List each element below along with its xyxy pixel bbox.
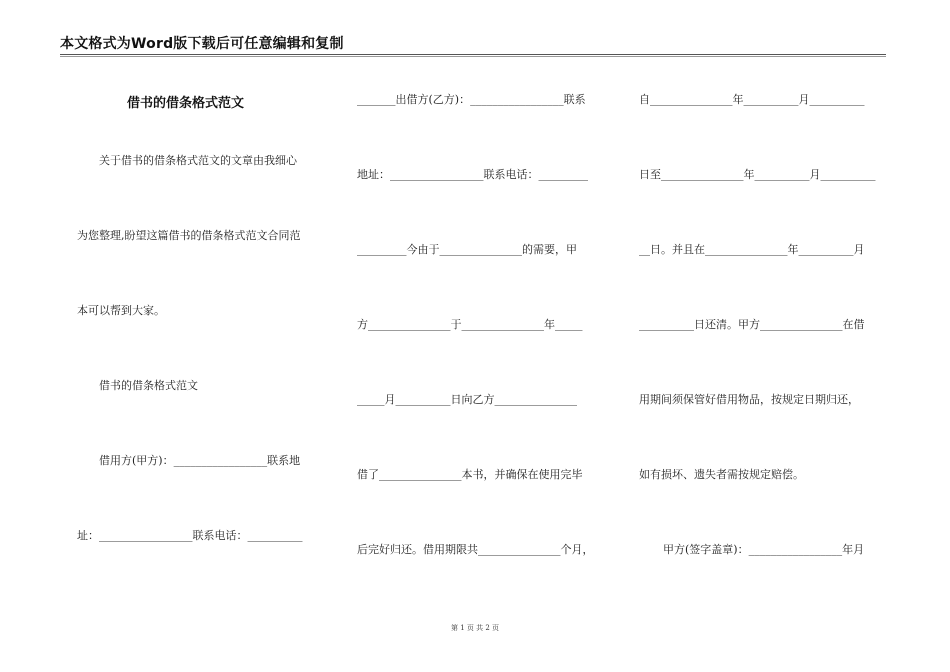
body-line: 日至_______________年__________月__________ [639,168,876,181]
body-line: 如有损坏、遗失者需按规定赔偿。 [639,468,804,481]
body-line: 址：_________________联系电话：__________ [77,529,303,542]
signature-line: 甲方(签字盖章)：_________________年月 [663,543,865,556]
body-line: 借用方(甲方)：_________________联系地 [99,454,301,467]
body-line: 用期间须保管好借用物品，按规定日期归还， [639,393,859,406]
body-line: 本可以帮到大家。 [77,304,165,317]
body-line: __日。并且在_______________年__________月 [639,243,865,256]
body-line: 地址：_________________联系电话：_________ [357,168,588,181]
body-line: 后完好归还。借用期限共_______________个月， [357,543,594,556]
section-heading: 借书的借条格式范文 [99,379,198,392]
body-line: _____月__________日向乙方_______________ [357,393,577,406]
body-line: 方_______________于_______________年_____ [357,318,583,331]
body-line: __________日还清。甲方_______________在借 [639,318,865,331]
document-title: 借书的借条格式范文 [127,96,245,111]
body-line: _______出借方(乙方)：_________________联系 [357,93,586,106]
page-header: 本文格式为Word版下载后可任意编辑和复制 [60,36,344,52]
body-line: 借了_______________本书，并确保在使用完毕 [357,468,583,481]
body-line: 为您整理,盼望这篇借书的借条格式范文合同范 [77,229,301,242]
body-line: _________今由于_______________的需要，甲 [357,243,577,256]
header-rule [60,54,886,55]
header-rule-thin [60,56,886,57]
body-line: 关于借书的借条格式范文的文章由我细心 [99,154,297,167]
page-number: 第 1 页 共 2 页 [450,624,500,632]
body-line: 自_______________年__________月__________ [639,93,865,106]
